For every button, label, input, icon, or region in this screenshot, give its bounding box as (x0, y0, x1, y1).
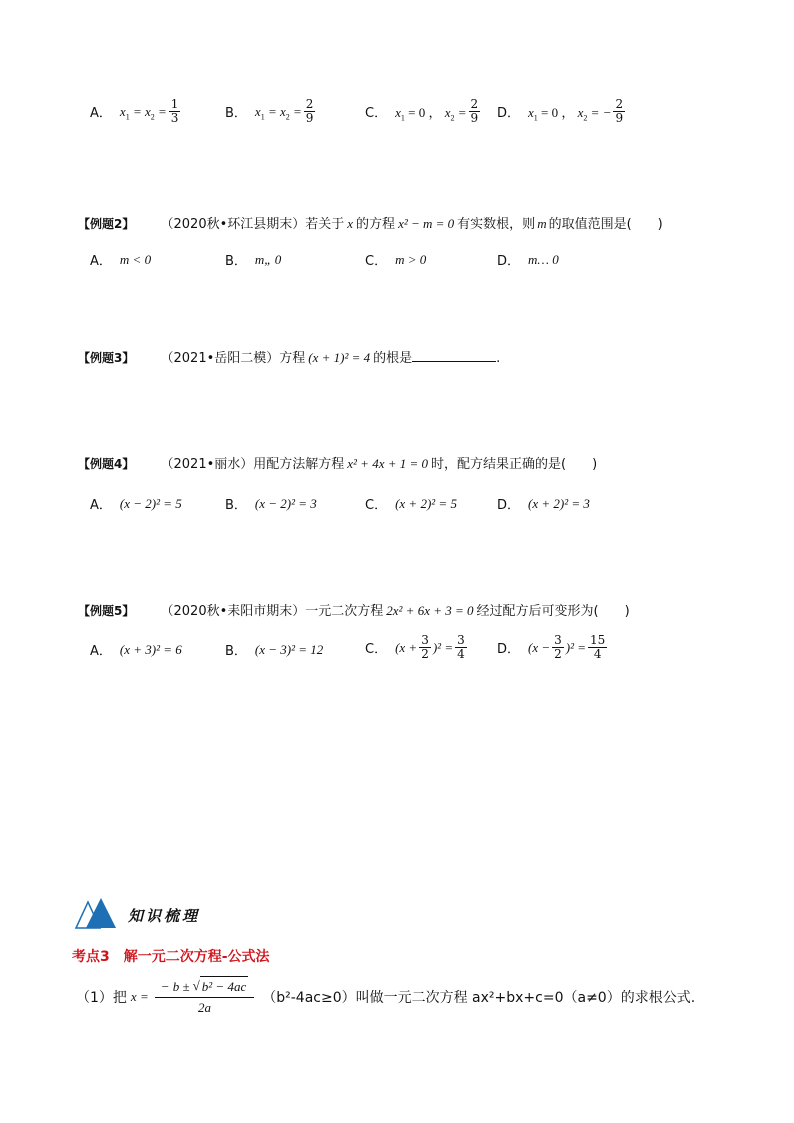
question-text: 的方程 (356, 217, 396, 232)
option-letter: A． (90, 644, 112, 659)
option-expr: (x − 2)² = 3 (254, 495, 317, 511)
question-text: 的根是 (373, 351, 413, 366)
question-source: （2020秋•环江县期末）若关于 (160, 217, 345, 232)
option-letter: A． (90, 498, 112, 513)
option-expr: (x + (395, 639, 418, 655)
q5-options (0, 634, 794, 674)
option-expr: (x − 3)² = 12 (254, 641, 324, 657)
equation: x² + 4x + 1 = 0 (347, 456, 429, 471)
question-source: （2021•岳阳二模）方程 (160, 351, 306, 366)
fraction: $\frac{15}{4}$ (590, 633, 606, 661)
option-letter: C． (365, 106, 388, 121)
option-expr: )² = (432, 639, 454, 655)
q5-option-d (497, 634, 609, 661)
question-text: 时，配方结果正确的是( ) (431, 457, 598, 472)
equation: x² − m = 0 (398, 216, 455, 231)
option-expr: $x_1 = 0$ ， $x_2$ = (395, 105, 467, 123)
question-source: （2020秋•耒阳市期末）一元二次方程 (160, 604, 384, 619)
variable: m (537, 216, 547, 231)
option-expr: (x − 2)² = 5 (119, 495, 182, 511)
example-tag: 【例题2】 (78, 217, 135, 231)
q2-stem (78, 213, 663, 232)
option-expr: (x + 2)² = 3 (528, 495, 590, 511)
fraction: $\frac{2}{9}$ (305, 97, 314, 125)
option-expr: (x − (528, 639, 551, 655)
q5-option-c (365, 634, 469, 661)
option-expr: $x_1 = x_2$ = (119, 103, 167, 122)
q4-option-c (365, 494, 457, 513)
option-letter: C． (365, 498, 388, 513)
q4-stem (78, 453, 597, 472)
q1-option-d (497, 98, 627, 125)
variable: x (347, 216, 354, 231)
q2-option-a (90, 250, 151, 269)
q2-option-d (497, 250, 559, 269)
fraction: $\frac{2}{9}$ (615, 97, 624, 125)
option-letter: A． (90, 254, 112, 269)
q5-stem (78, 600, 630, 619)
fraction: $\frac{3}{2}$ (554, 633, 562, 661)
q1-option-b (225, 98, 317, 125)
option-letter: D． (497, 642, 521, 657)
option-expr: m > 0 (395, 251, 427, 267)
fraction: $\frac{1}{3}$ (170, 97, 179, 125)
option-expr: m… 0 (528, 251, 559, 267)
question-text: 有实数根，则 (457, 217, 536, 232)
option-expr: (x + 3)² = 6 (119, 641, 182, 657)
equation: (x + 1)² = 4 (308, 350, 371, 365)
example-tag: 【例题4】 (78, 457, 135, 471)
q5-option-a (90, 640, 182, 659)
item-prefix: （1）把 (76, 990, 127, 1006)
fraction: $\frac{3}{2}$ (421, 633, 429, 661)
q2-option-c (365, 250, 426, 269)
option-letter: D． (497, 106, 521, 121)
option-letter: D． (497, 498, 521, 513)
equation: 2x² + 6x + 3 = 0 (386, 603, 474, 618)
sqrt-symbol: √ b² − 4ac (193, 976, 249, 997)
q2-options (0, 250, 794, 290)
triangle-logo-icon (74, 896, 120, 930)
option-letter: C． (365, 642, 388, 657)
option-expr: m„ 0 (254, 251, 282, 267)
q1-options (0, 98, 794, 138)
q4-option-d (497, 494, 590, 513)
knowledge-header (74, 896, 200, 930)
option-expr: $x_1 = 0$ ， $x_2$ = − (528, 105, 612, 123)
question-text: 经过配方后可变形为( ) (476, 604, 630, 619)
formula-statement (76, 976, 695, 1018)
option-letter: C． (365, 254, 388, 269)
option-expr: (x + 2)² = 5 (395, 495, 457, 511)
option-expr: m < 0 (119, 251, 152, 267)
option-letter: B． (225, 644, 247, 659)
question-text: 的取值范围是( ) (548, 217, 663, 232)
answer-blank[interactable] (412, 349, 496, 362)
formula-numerator: − b ± (160, 978, 190, 994)
radicand: b² − 4ac (200, 976, 248, 997)
option-expr: $x_1 = x_2$ = (254, 103, 302, 122)
example-tag: 【例题5】 (78, 604, 135, 618)
option-letter: B． (225, 498, 247, 513)
q4-options (0, 494, 794, 534)
q1-option-c (365, 98, 482, 125)
formula-lhs: x = (130, 989, 149, 1004)
fraction: $\frac{3}{4}$ (457, 633, 465, 661)
q3-stem (78, 347, 500, 366)
q4-option-a (90, 494, 182, 513)
option-letter: B． (225, 106, 247, 121)
q2-option-b (225, 250, 281, 269)
topic-heading: 考点3 解一元二次方程-公式法 (72, 949, 270, 965)
q4-option-b (225, 494, 317, 513)
period: . (496, 351, 501, 366)
formula-condition: （b²-4ac≥0）叫做一元二次方程 ax²+bx+c=0（a≠0）的求根公式. (262, 990, 696, 1006)
option-expr: )² = (565, 639, 587, 655)
example-tag: 【例题3】 (78, 351, 135, 365)
section-title: 知识梳理 (128, 907, 201, 925)
question-source: （2021•丽水）用配方法解方程 (160, 457, 345, 472)
option-letter: D． (497, 254, 521, 269)
formula-denominator: 2a (197, 1000, 211, 1015)
quadratic-formula (155, 976, 255, 1018)
fraction: $\frac{2}{9}$ (470, 97, 479, 125)
option-letter: A． (90, 106, 112, 121)
q1-option-a (90, 98, 182, 125)
option-letter: B． (225, 254, 247, 269)
q5-option-b (225, 640, 323, 659)
